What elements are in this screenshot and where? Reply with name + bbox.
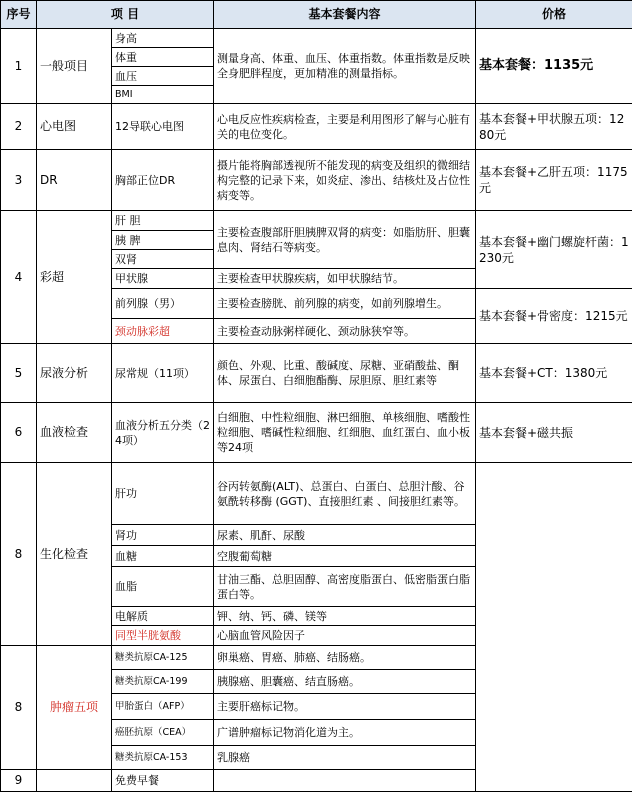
sub-item: 血压 [112,67,214,86]
row-index: 8 [1,646,37,770]
sub-item: 糖类抗原CA-153 [112,746,214,770]
price-base: 基本套餐：1135元 [476,29,632,104]
item-description: 颜色、外观、比重、酸碱度、尿糖、亚硝酸盐、酮体、尿蛋白、白细胞酯酶、尿胆原、胆红素等 [214,344,476,403]
sub-item: 身高 [112,29,214,48]
item-description-empty [214,770,476,792]
sub-item: 体重 [112,48,214,67]
sub-item: 尿常规（11项） [112,344,214,403]
price-mri: 基本套餐+磁共振 [476,403,632,463]
sub-item: 甲状腺 [112,269,214,289]
table-row [1,403,632,463]
item-description: 心电反应性疾病检查，主要是利用图形了解与心脏有关的电位变化。 [214,104,476,150]
sub-item: 血脂 [112,567,214,607]
price-empty-cell [476,463,632,792]
item-description: 主要肝癌标记物。 [214,694,476,720]
price-hp: 基本套餐+幽门螺旋杆菌：1230元 [476,211,632,289]
item-description: 主要检查腹部肝胆胰脾双肾的病变：如脂肪肝、胆囊息肉、肾结石等病变。 [214,211,476,269]
sub-item: 糖类抗原CA-125 [112,646,214,670]
header-row [1,1,632,29]
item-name: 尿液分析 [37,344,112,403]
header-idx: 序号 [1,1,37,29]
sub-item: 甲胎蛋白（AFP） [112,694,214,720]
item-description: 甘油三酯、总胆固醇、高密度脂蛋白、低密脂蛋白脂蛋白等。 [214,567,476,607]
price-thyroid: 基本套餐+甲状腺五项：1280元 [476,104,632,150]
price-bone: 基本套餐+骨密度：1215元 [476,289,632,344]
sub-item: 12导联心电图 [112,104,214,150]
sub-item: 胰 脾 [112,231,214,250]
sub-item: 颈动脉彩超 [112,319,214,344]
item-description: 摄片能将胸部透视所不能发现的病变及组织的微细结构完整的记录下来，如炎症、渗出、结核灶及占位性病变等。 [214,150,476,211]
item-description: 白细胞、中性粒细胞、淋巴细胞、单核细胞、嗜酸性粒细胞、嗜碱性粒细胞、红细胞、血红蛋白、血小板等24项 [214,403,476,463]
table-row [1,104,632,150]
sub-item: 癌胚抗原（CEA） [112,720,214,746]
header-content: 基本套餐内容 [214,1,476,29]
row-index: 9 [1,770,37,792]
sub-item: 糖类抗原CA-199 [112,670,214,694]
header-price: 价格 [476,1,632,29]
item-description: 空腹葡萄糖 [214,546,476,567]
item-description: 心脑血管风险因子 [214,626,476,646]
item-description: 主要检查甲状腺疾病，如甲状腺结节。 [214,269,476,289]
item-description: 广谱肿瘤标记物消化道为主。 [214,720,476,746]
table-row [1,211,632,231]
row-index: 2 [1,104,37,150]
item-name: 血液检查 [37,403,112,463]
item-name: 心电图 [37,104,112,150]
sub-item: 血液分析五分类（24项） [112,403,214,463]
item-description: 钾、纳、钙、磷、镁等 [214,607,476,626]
sub-item: 胸部正位DR [112,150,214,211]
item-description: 尿素、肌酐、尿酸 [214,525,476,546]
row-index: 1 [1,29,37,104]
sub-item: 肾功 [112,525,214,546]
table-row [1,150,632,211]
price-hepb: 基本套餐+乙肝五项：1175元 [476,150,632,211]
sub-item: 血糖 [112,546,214,567]
item-name: 彩超 [37,211,112,344]
header-item: 项 目 [37,1,214,29]
item-description: 主要检查动脉粥样硬化、颈动脉狭窄等。 [214,319,476,344]
item-name: 生化检查 [37,463,112,646]
sub-item: 前列腺（男） [112,289,214,319]
item-description: 乳腺癌 [214,746,476,770]
item-description: 谷丙转氨酶(ALT)、总蛋白、白蛋白、总胆汁酸、谷氨酰转移酶 (GGT)、直接胆红素 、间接胆红素等。 [214,463,476,525]
row-index: 5 [1,344,37,403]
item-description: 胰腺癌、胆囊癌、结直肠癌。 [214,670,476,694]
item-description: 卵巢癌、胃癌、肺癌、结肠癌。 [214,646,476,670]
item-description: 测量身高、体重、血压、体重指数。体重指数是反映全身肥胖程度，更加精准的测量指标。 [214,29,476,104]
sub-item: 肝功 [112,463,214,525]
item-description: 主要检查膀胱、前列腺的病变，如前列腺增生。 [214,289,476,319]
sub-item: BMI [112,86,214,104]
table-row [1,29,632,48]
sub-item: 肝 胆 [112,211,214,231]
sub-item: 双肾 [112,250,214,269]
sub-item: 同型半胱氨酸 [112,626,214,646]
sub-item: 免费早餐 [112,770,214,792]
table-row [1,344,632,403]
item-name-empty [37,770,112,792]
price-ct: 基本套餐+CT：1380元 [476,344,632,403]
table-row [1,463,632,525]
row-index: 3 [1,150,37,211]
row-index: 6 [1,403,37,463]
row-index: 8 [1,463,37,646]
row-index: 4 [1,211,37,344]
item-name: DR [37,150,112,211]
sub-item: 电解质 [112,607,214,626]
item-name: 一般项目 [37,29,112,104]
item-name: 肿瘤五项 [37,646,112,770]
